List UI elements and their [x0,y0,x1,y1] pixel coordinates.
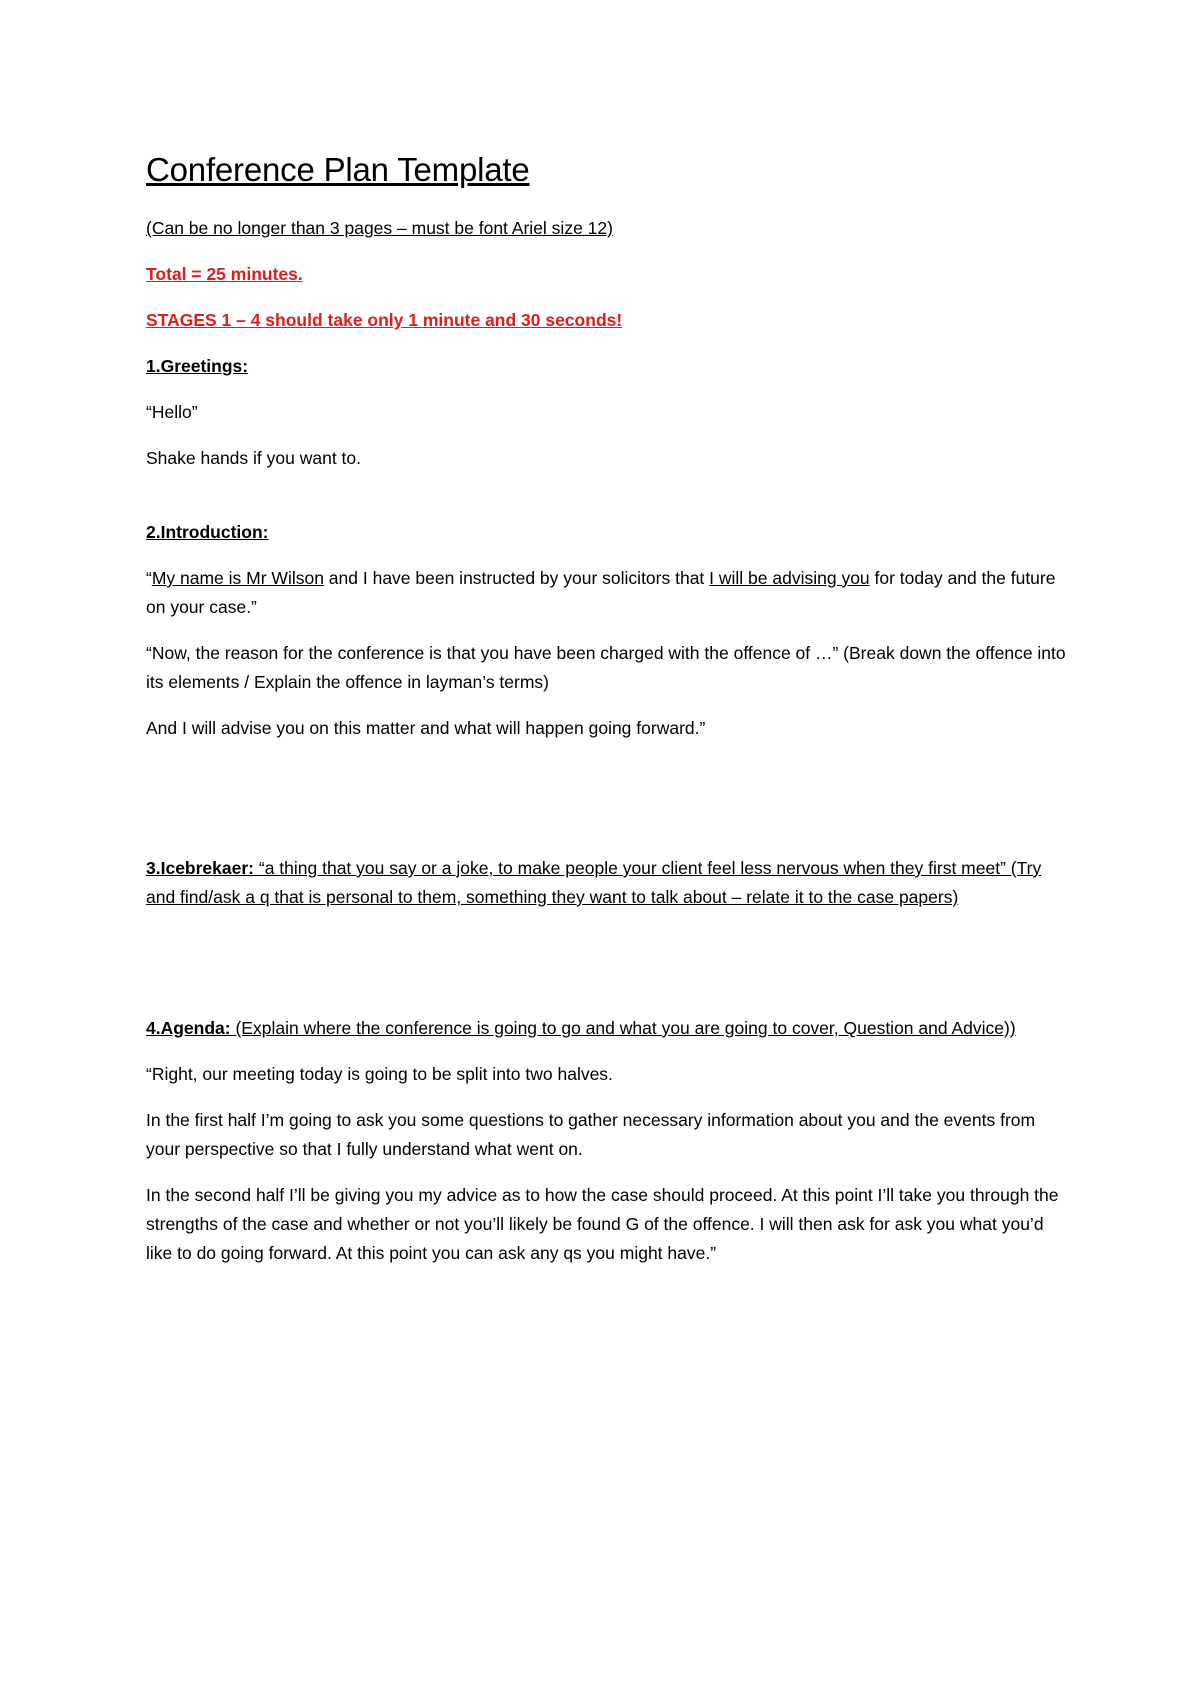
introduction-paragraph-3: And I will advise you on this matter and what will happen going forward.” [146,718,706,738]
intro-open-quote: “ [146,568,152,588]
agenda-paragraph-3: In the second half I’ll be giving you my advice as to how the case should proceed. At this point I’ll take you through the strengths of the case and whether or not you’ll likely be found G of the offence. I will then ask for ask you what you’d like to do going forward. At this point you can ask any qs you might have.” [146,1185,1059,1263]
spacer [146,760,1066,854]
page-title: Conference Plan Template [146,151,530,188]
introduction-paragraph-2: “Now, the reason for the conference is that you have been charged with the offence of …” (Break down the offence into its elements / Explain the offence in layman’s terms) [146,643,1066,692]
agenda-paragraph [146,1014,1066,1043]
stages-time-note: STAGES 1 – 4 should take only 1 minute and 30 seconds! [146,310,623,330]
agenda-paragraph-1: “Right, our meeting today is going to be split into two halves. [146,1064,613,1084]
greetings-heading: 1.Greetings: [146,356,249,376]
greetings-line-hello: “Hello” [146,402,198,422]
agenda-paragraph-2: In the first half I’m going to ask you some questions to gather necessary information about you and the events from your perspective so that I fully understand what went on. [146,1110,1036,1159]
intro-mid-phrase: and I have been instructed by your solicitors that [323,568,710,588]
icebreaker-heading: 3.Icebrekaer: [146,858,254,878]
icebreaker-body: “a thing that you say or a joke, to make people your client feel less nervous when they first meet” (Try and find/ask a q that is personal to them, something they want to talk about – relate it to the case papers) [146,858,1042,907]
greetings-line-handshake: Shake hands if you want to. [146,448,361,468]
document-content [146,150,1066,1285]
agenda-heading: 4.Agenda: [146,1018,231,1038]
format-note: (Can be no longer than 3 pages – must be font Ariel size 12) [146,218,613,238]
intro-name-phrase: My name is Mr Wilson [151,568,324,588]
total-time-note: Total = 25 minutes. [146,264,303,284]
agenda-body: (Explain where the conference is going to go and what you are going to cover, Question and Advice)) [230,1018,1016,1038]
spacer [146,929,1066,1014]
icebreaker-paragraph [146,854,1066,912]
intro-advising-phrase: I will be advising you [709,568,870,588]
introduction-paragraph-1 [146,564,1066,622]
intro-end-phrase: for today and the future on your case.” [146,568,1056,617]
introduction-heading: 2.Introduction: [146,522,269,542]
spacer [146,490,1066,518]
